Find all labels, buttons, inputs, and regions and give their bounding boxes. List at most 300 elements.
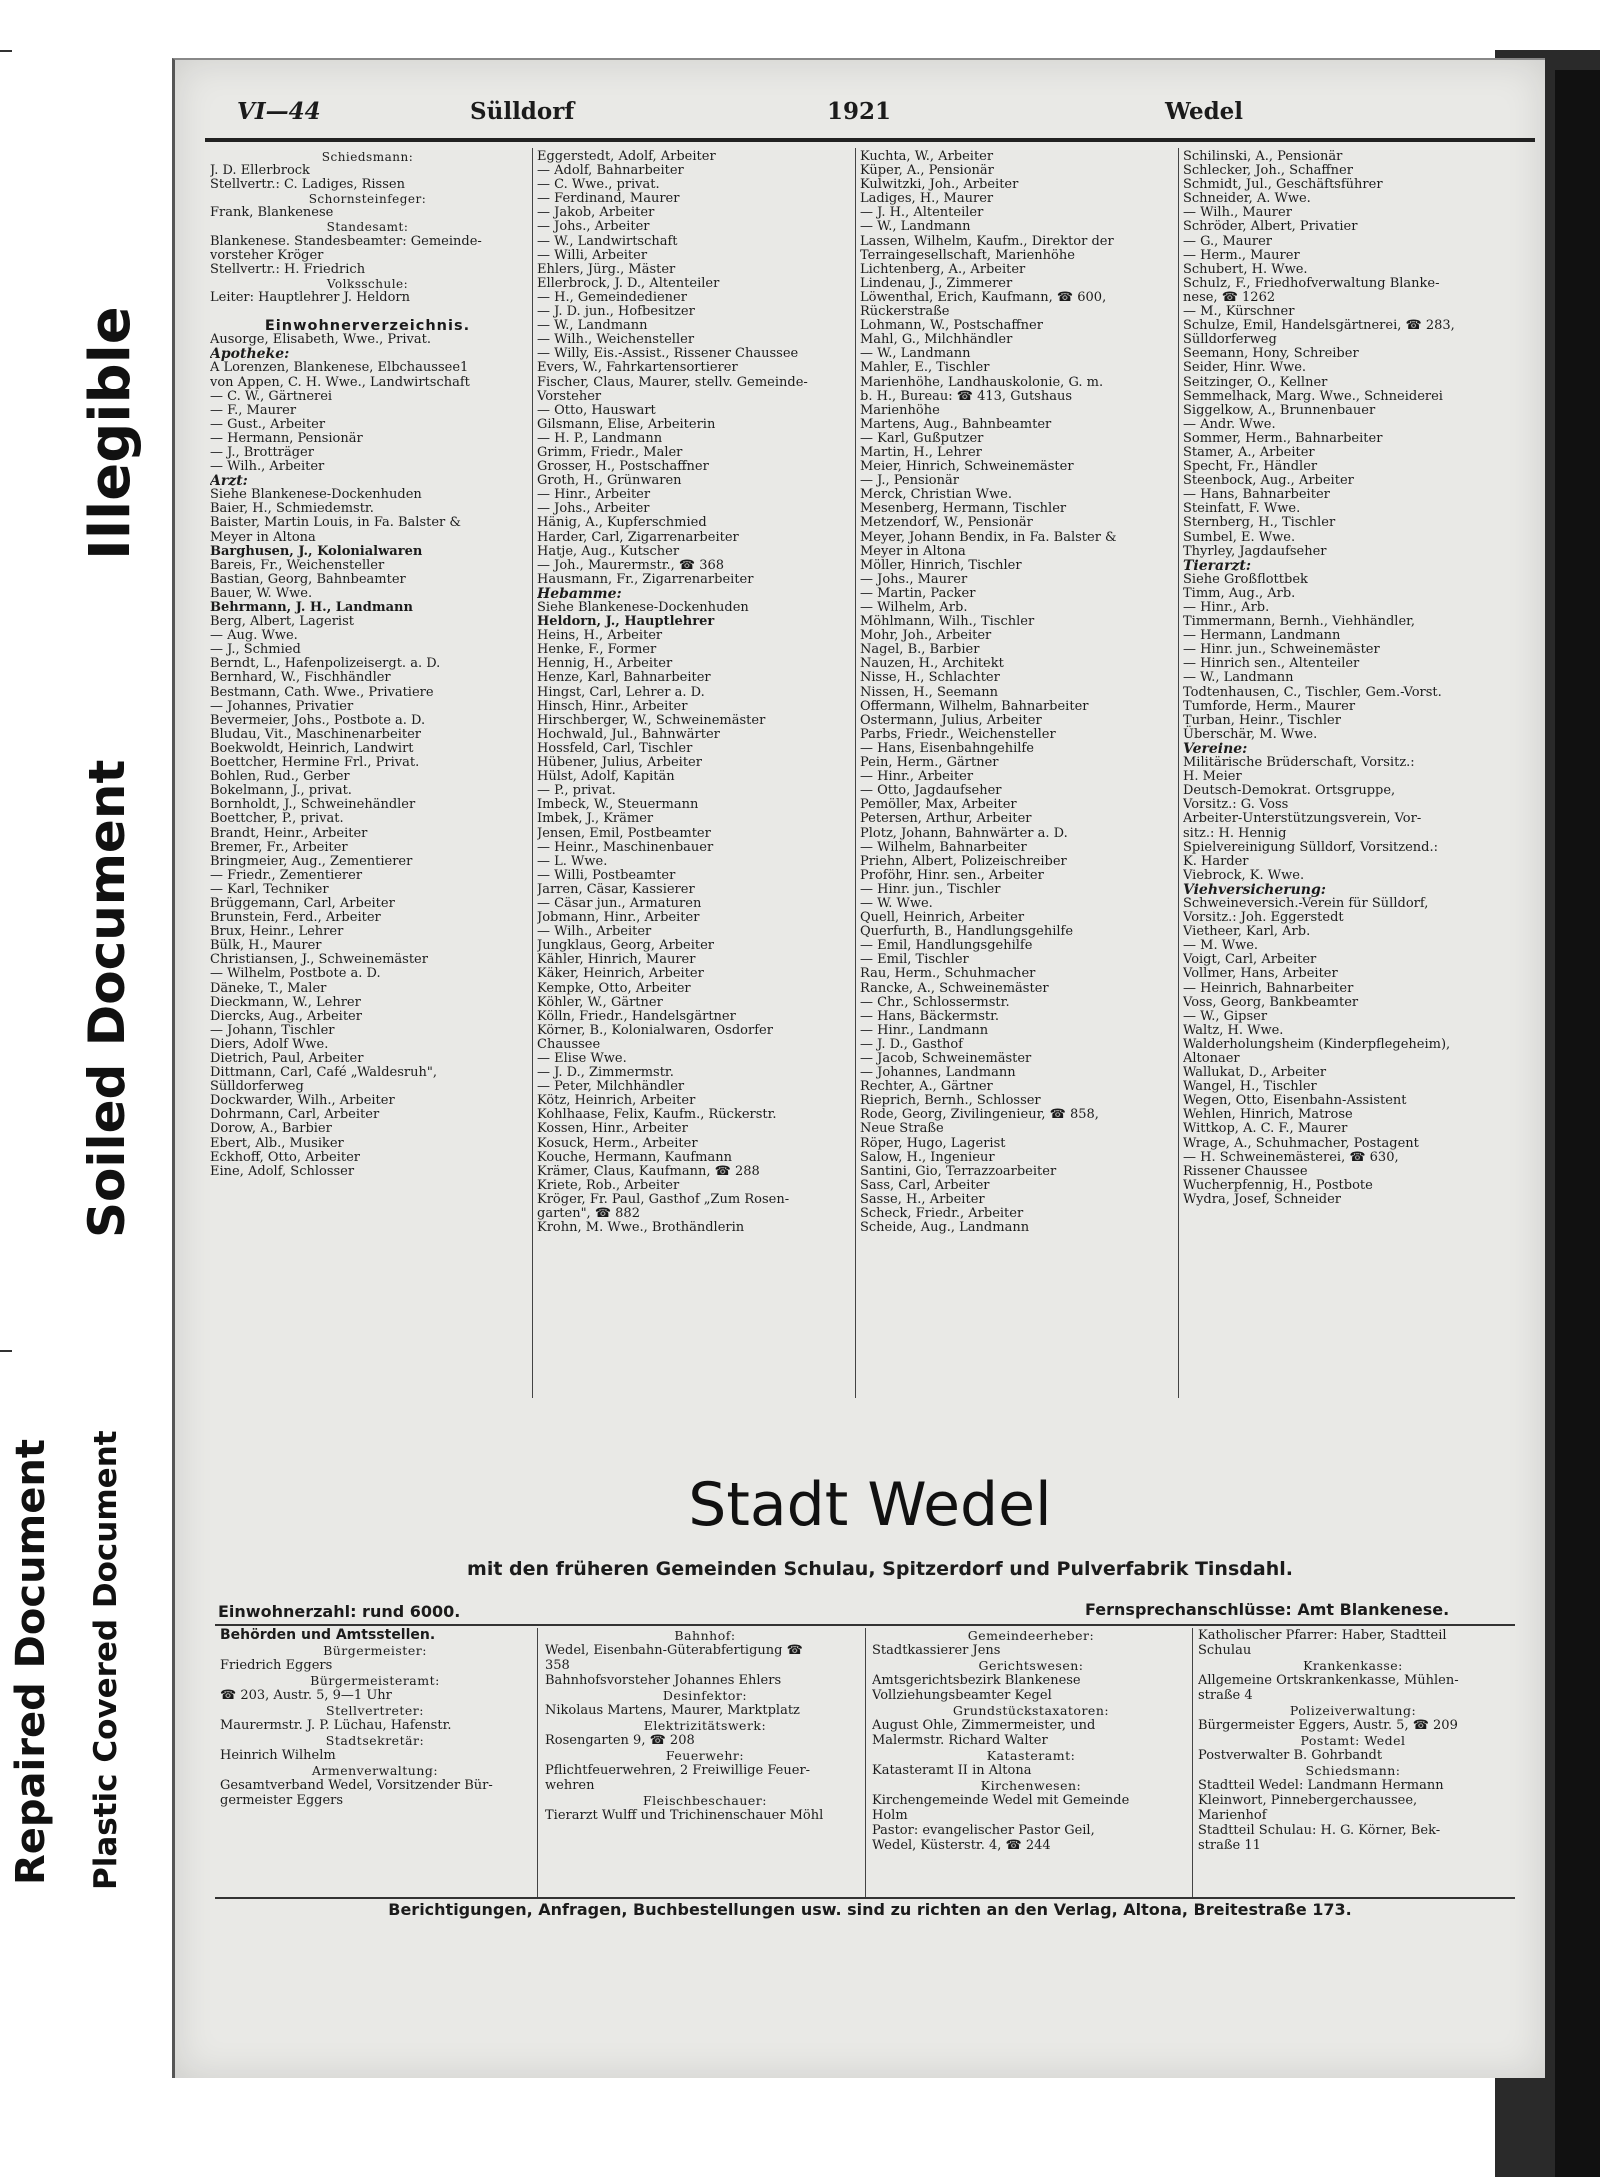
directory-entry: 358: [545, 1658, 570, 1673]
directory-entry: Rau, Herm., Schuhmacher: [860, 966, 1036, 982]
directory-entry: Bürgermeister Eggers, Austr. 5, ☎ 209: [1198, 1718, 1458, 1733]
directory-entry: — Aug. Wwe.: [210, 628, 298, 644]
directory-entry: Jarren, Cäsar, Kassierer: [537, 881, 695, 897]
directory-entry: — Johannes, Privatier: [210, 698, 354, 714]
directory-entry: Meyer in Altona: [210, 529, 316, 545]
directory-entry: — Hinr., Landmann: [860, 1022, 989, 1038]
directory-column-4: [1183, 150, 1505, 1207]
directory-entry: Käker, Heinrich, Arbeiter: [537, 966, 704, 982]
directory-entry: Blankenese. Standesbeamter: Gemeinde-: [210, 233, 482, 249]
directory-entry: Bludau, Vit., Maschinenarbeiter: [210, 726, 421, 742]
directory-entry: Bornholdt, J., Schweinehändler: [210, 797, 416, 813]
directory-entry: Dockwarder, Wilh., Arbeiter: [210, 1093, 395, 1109]
directory-entry: Kossen, Hinr., Arbeiter: [537, 1121, 688, 1137]
directory-entry: Hübener, Julius, Arbeiter: [537, 755, 702, 771]
directory-entry: Ausorge, Elisabeth, Wwe., Privat.: [210, 332, 432, 348]
directory-entry: Wrage, A., Schuhmacher, Postagent: [1183, 1135, 1419, 1151]
section-heading: Gemeindeerheber:: [967, 1628, 1095, 1643]
section-heading: Standesamt:: [326, 220, 409, 235]
section-heading: Feuerwehr:: [665, 1748, 745, 1763]
directory-entry: Sülldorferweg: [1183, 332, 1277, 348]
directory-entry: wehren: [545, 1778, 595, 1793]
directory-entry: Kouche, Hermann, Kaufmann: [537, 1149, 732, 1165]
directory-entry: Evers, W., Fahrkartensortierer: [537, 360, 738, 376]
section-heading: Einwohnerverzeichnis.: [264, 318, 471, 335]
directory-entry: Boettcher, Hermine Frl., Privat.: [210, 755, 420, 771]
directory-entry: Rückerstraße: [860, 304, 950, 320]
directory-entry: Krohn, M. Wwe., Brothändlerin: [537, 1220, 745, 1236]
directory-entry: Seitzinger, O., Kellner: [1183, 374, 1328, 390]
directory-entry: Bokelmann, J., privat.: [210, 783, 352, 799]
directory-entry: Röper, Hugo, Lagerist: [860, 1135, 1006, 1151]
directory-entry: — J. D., Gasthof: [860, 1036, 963, 1052]
directory-entry: Katasteramt II in Altona: [872, 1763, 1032, 1778]
directory-entry: nese, ☎ 1262: [1183, 289, 1276, 305]
column-divider: [537, 1628, 538, 1898]
column-divider: [1178, 148, 1179, 1398]
directory-entry: Lichtenberg, A., Arbeiter: [860, 261, 1026, 277]
directory-entry: [210, 305, 525, 319]
directory-entry: Marienhöhe: [860, 402, 940, 418]
directory-entry: — Willi, Postbeamter: [537, 867, 676, 883]
header-right-place: Wedel: [1165, 98, 1244, 125]
directory-entry: Rechter, A., Gärtner: [860, 1079, 993, 1095]
directory-entry: Holm: [872, 1808, 908, 1823]
directory-entry: Stadtteil Wedel: Landmann Hermann: [1198, 1778, 1444, 1793]
directory-entry: Scheck, Friedr., Arbeiter: [860, 1206, 1024, 1222]
directory-entry: Bremer, Fr., Arbeiter: [210, 839, 348, 855]
directory-entry: Groth, H., Grünwaren: [537, 473, 682, 489]
directory-entry: — J., Brotträger: [210, 444, 314, 460]
directory-entry: Altonaer: [1183, 1051, 1240, 1066]
directory-entry: Däneke, T., Maler: [210, 980, 327, 996]
directory-column-3: [860, 150, 1178, 1235]
directory-entry: Turban, Heinr., Tischler: [1183, 712, 1341, 728]
section-heading: Viehversicherung:: [1183, 881, 1326, 898]
directory-entry: Fischer, Claus, Maurer, stellv. Gemeinde-: [537, 374, 808, 390]
directory-entry: Viebrock, K. Wwe.: [1183, 867, 1305, 883]
directory-entry: Barghusen, J., Kolonialwaren: [210, 543, 423, 559]
directory-entry: Imbek, J., Krämer: [537, 811, 654, 827]
directory-entry: — Heinr., Maschinenbauer: [537, 839, 714, 855]
directory-entry: — J., Pensionär: [860, 473, 959, 489]
directory-entry: Jobmann, Hinr., Arbeiter: [537, 910, 700, 926]
directory-entry: Meier, Hinrich, Schweinemäster: [860, 459, 1074, 475]
directory-entry: Pastor: evangelischer Pastor Geil,: [872, 1823, 1095, 1838]
section-heading: Stadtsekretär:: [325, 1733, 425, 1748]
directory-entry: Malermstr. Richard Walter: [872, 1733, 1048, 1748]
directory-entry: — Wilh., Arbeiter: [537, 924, 652, 940]
authorities-column-3: [872, 1628, 1190, 1853]
directory-entry: Ehlers, Jürg., Mäster: [537, 261, 676, 277]
directory-entry: Sass, Carl, Arbeiter: [860, 1177, 990, 1193]
directory-entry: Bringmeier, Aug., Zementierer: [210, 853, 413, 869]
directory-entry: H. Meier: [1183, 769, 1242, 785]
directory-entry: — W., Landmann: [537, 318, 648, 334]
directory-entry: Waltz, H. Wwe.: [1183, 1022, 1284, 1038]
directory-entry: Diercks, Aug., Arbeiter: [210, 1008, 362, 1024]
column-divider: [532, 148, 533, 1398]
directory-entry: Pflichtfeuerwehren, 2 Freiwillige Feuer-: [545, 1763, 811, 1778]
directory-entry: — Karl, Techniker: [210, 881, 329, 897]
directory-entry: — Heinrich, Bahnarbeiter: [1183, 980, 1354, 996]
directory-entry: Christiansen, J., Schweinemäster: [210, 952, 428, 968]
directory-entry: Boekwoldt, Heinrich, Landwirt: [210, 740, 414, 756]
directory-column-2: [537, 150, 849, 1235]
directory-entry: Jensen, Emil, Postbeamter: [537, 825, 711, 841]
directory-entry: Grosser, H., Postschaffner: [537, 459, 709, 475]
directory-entry: Schubert, H. Wwe.: [1183, 261, 1308, 277]
directory-entry: Kleinwort, Pinnebergerchaussee,: [1198, 1793, 1418, 1808]
authorities-column-4: [1198, 1628, 1508, 1853]
directory-entry: Imbeck, W., Steuermann: [537, 797, 699, 813]
directory-entry: Wucherpfennig, H., Postbote: [1183, 1177, 1373, 1193]
directory-entry: Siggelkow, A., Brunnenbauer: [1183, 402, 1376, 418]
directory-entry: — J. D., Zimmermstr.: [537, 1065, 674, 1081]
directory-entry: — Jakob, Arbeiter: [537, 205, 655, 221]
directory-entry: J. D. Ellerbrock: [210, 163, 310, 179]
directory-entry: Vorsitz.: G. Voss: [1183, 797, 1289, 813]
directory-entry: Merck, Christian Wwe.: [860, 487, 1012, 503]
directory-entry: Hochwald, Jul., Bahnwärter: [537, 726, 720, 742]
directory-entry: Schröder, Albert, Privatier: [1183, 219, 1358, 235]
directory-entry: Vorsteher: [537, 388, 602, 404]
directory-entry: Grimm, Friedr., Maler: [537, 444, 683, 460]
directory-entry: — Hans, Eisenbahngehilfe: [860, 740, 1034, 756]
directory-entry: Berndt, L., Hafenpolizeisergt. a. D.: [210, 656, 441, 672]
directory-entry: Salow, H., Ingenieur: [860, 1149, 995, 1165]
directory-entry: Vorsitz.: Joh. Eggerstedt: [1183, 910, 1344, 926]
directory-entry: Marienhöhe, Landhauskolonie, G. m.: [860, 374, 1104, 390]
directory-entry: Maurermstr. J. P. Lüchau, Hafenstr.: [220, 1718, 452, 1733]
directory-entry: Rosengarten 9, ☎ 208: [545, 1733, 695, 1748]
directory-entry: Katholischer Pfarrer: Haber, Stadtteil: [1198, 1628, 1447, 1643]
town-subtitle: mit den früheren Gemeinden Schulau, Spitzerdorf und Pulverfabrik Tinsdahl.: [467, 1558, 1293, 1580]
directory-entry: Boettcher, P., privat.: [210, 811, 344, 827]
directory-entry: — Hinr., Arb.: [1183, 600, 1270, 615]
directory-entry: Rode, Georg, Zivilingenieur, ☎ 858,: [860, 1107, 1099, 1123]
section-heading: Armenverwaltung:: [311, 1763, 439, 1778]
directory-entry: — Herm., Maurer: [1183, 247, 1300, 263]
directory-entry: Hirschberger, W., Schweinemäster: [537, 712, 766, 728]
directory-entry: — M., Kürschner: [1183, 304, 1295, 320]
plastic-covered-label: Plastic Covered Document: [88, 1430, 124, 1890]
directory-entry: — Wilhelm, Arb.: [860, 600, 968, 615]
directory-entry: Kölln, Friedr., Handelsgärtner: [537, 1008, 736, 1024]
directory-entry: — Emil, Tischler: [860, 952, 969, 968]
directory-entry: Voigt, Carl, Arbeiter: [1183, 952, 1317, 968]
directory-entry: Kempke, Otto, Arbeiter: [537, 980, 691, 996]
directory-entry: Todtenhausen, C., Tischler, Gem.-Vorst.: [1183, 684, 1442, 700]
directory-entry: — Cäsar jun., Armaturen: [537, 895, 702, 911]
directory-entry: Hinsch, Hinr., Arbeiter: [537, 698, 688, 714]
repaired-document-label: Repaired Document: [8, 1439, 54, 1885]
directory-entry: Heldorn, J., Hauptlehrer: [537, 614, 715, 630]
authorities-column-1: [220, 1628, 530, 1808]
directory-entry: Stamer, A., Arbeiter: [1183, 444, 1315, 460]
scan-edge-dark: [1555, 70, 1600, 2177]
directory-entry: sitz.: H. Hennig: [1183, 825, 1287, 841]
directory-entry: Brunstein, Ferd., Arbeiter: [210, 910, 381, 926]
section-heading: Hebamme:: [537, 585, 622, 602]
directory-entry: Offermann, Wilhelm, Bahnarbeiter: [860, 698, 1089, 714]
directory-entry: Mohr, Joh., Arbeiter: [860, 628, 992, 644]
directory-entry: K. Harder: [1183, 853, 1249, 869]
directory-entry: Überschär, M. Wwe.: [1183, 726, 1318, 742]
directory-entry: Bastian, Georg, Bahnbeamter: [210, 571, 406, 587]
directory-entry: Baister, Martin Louis, in Fa. Balster &: [210, 515, 461, 531]
directory-entry: Kulwitzki, Joh., Arbeiter: [860, 177, 1019, 193]
directory-entry: Kriete, Rob., Arbeiter: [537, 1177, 680, 1193]
directory-entry: Neue Straße: [860, 1121, 944, 1137]
section-heading: Apotheke:: [210, 346, 290, 363]
directory-entry: Behrmann, J. H., Landmann: [210, 600, 413, 615]
directory-entry: A Lorenzen, Blankenese, Elbchaussee1: [210, 360, 469, 376]
directory-entry: Tumforde, Herm., Maurer: [1183, 698, 1356, 714]
publisher-notice: Berichtigungen, Anfragen, Buchbestellungen usw. sind zu richten an den Verlag, Altona, Breitestraße 173.: [388, 1900, 1352, 1919]
directory-entry: — J., Schmied: [210, 642, 301, 658]
directory-entry: Brux, Heinr., Lehrer: [210, 924, 344, 940]
directory-entry: Bestmann, Cath. Wwe., Privatiere: [210, 684, 434, 700]
directory-entry: Mahl, G., Milchhändler: [860, 332, 1013, 348]
directory-entry: Löwenthal, Erich, Kaufmann, ☎ 600,: [860, 289, 1107, 305]
directory-entry: — Johannes, Landmann: [860, 1065, 1016, 1081]
phone-exchange: Fernsprechanschlüsse: Amt Blankenese.: [1085, 1600, 1450, 1619]
directory-entry: — Adolf, Bahnarbeiter: [537, 163, 684, 179]
directory-entry: Baier, H., Schmiedemstr.: [210, 501, 374, 517]
directory-entry: Vollziehungsbeamter Kegel: [872, 1688, 1052, 1703]
directory-entry: Kähler, Hinrich, Maurer: [537, 952, 696, 968]
directory-entry: Nauzen, H., Architekt: [860, 656, 1004, 672]
directory-entry: Hossfeld, Carl, Tischler: [537, 740, 693, 756]
directory-entry: Bareis, Fr., Weichensteller: [210, 557, 385, 573]
directory-entry: — Wilh., Weichensteller: [537, 332, 695, 348]
directory-entry: Kosuck, Herm., Arbeiter: [537, 1135, 698, 1151]
directory-entry: Eggerstedt, Adolf, Arbeiter: [537, 150, 716, 164]
section-heading: Schiedsmann:: [1305, 1763, 1401, 1778]
directory-entry: von Appen, C. H. Wwe., Landwirtschaft: [210, 374, 470, 390]
directory-entry: Nagel, B., Barbier: [860, 642, 980, 658]
directory-entry: Ebert, Alb., Musiker: [210, 1135, 344, 1151]
section-heading: Vereine:: [1183, 740, 1248, 757]
directory-entry: Priehn, Albert, Polizeischreiber: [860, 853, 1067, 869]
directory-entry: — Johs., Arbeiter: [537, 219, 650, 235]
directory-entry: Schilinski, A., Pensionär: [1183, 150, 1343, 164]
directory-entry: Hennig, H., Arbeiter: [537, 656, 673, 672]
column-divider: [1192, 1628, 1193, 1898]
directory-entry: Sternberg, H., Tischler: [1183, 515, 1336, 531]
directory-entry: Friedrich Eggers: [220, 1658, 333, 1673]
directory-entry: Seider, Hinr. Wwe.: [1183, 360, 1307, 376]
directory-entry: straße 4: [1198, 1688, 1253, 1703]
directory-entry: Kuchta, W., Arbeiter: [860, 150, 994, 164]
authorities-column-2: [545, 1628, 865, 1823]
directory-entry: — F., Maurer: [210, 402, 297, 418]
directory-entry: Hatje, Aug., Kutscher: [537, 543, 680, 559]
directory-entry: Brandt, Heinr., Arbeiter: [210, 825, 368, 841]
directory-entry: Semmelhack, Marg. Wwe., Schneiderei: [1183, 388, 1443, 404]
directory-entry: b. H., Bureau: ☎ 413, Gutshaus: [860, 388, 1073, 404]
directory-entry: — Wilhelm, Bahnarbeiter: [860, 839, 1027, 855]
directory-entry: Wydra, Josef, Schneider: [1183, 1191, 1341, 1207]
directory-entry: Frank, Blankenese: [210, 205, 334, 221]
directory-entry: Vietheer, Karl, Arb.: [1183, 924, 1311, 940]
directory-entry: Santini, Gio, Terrazzoarbeiter: [860, 1163, 1057, 1179]
directory-entry: Nisse, H., Schlachter: [860, 670, 1000, 686]
directory-entry: Bauer, W. Wwe.: [210, 585, 313, 601]
directory-entry: Heinrich Wilhelm: [220, 1748, 336, 1763]
directory-entry: Meyer, Johann Bendix, in Fa. Balster &: [860, 529, 1117, 545]
directory-entry: Spielvereinigung Sülldorf, Vorsitzend.:: [1183, 839, 1438, 855]
directory-entry: Marienhof: [1198, 1808, 1267, 1823]
directory-entry: Hülst, Adolf, Kapitän: [537, 769, 675, 785]
directory-entry: August Ohle, Zimmermeister, und: [872, 1718, 1096, 1733]
directory-entry: Querfurth, B., Handlungsgehilfe: [860, 924, 1074, 940]
directory-entry: Walderholungsheim (Kinderpflegeheim),: [1183, 1036, 1451, 1052]
directory-entry: — Otto, Jagdaufseher: [860, 783, 1002, 799]
directory-entry: — W., Landmann: [860, 346, 971, 362]
directory-entry: — Hinr. jun., Schweinemäster: [1183, 642, 1380, 658]
directory-entry: Kirchengemeinde Wedel mit Gemeinde: [872, 1793, 1130, 1808]
directory-entry: Metzendorf, W., Pensionär: [860, 515, 1033, 531]
directory-entry: Dieckmann, W., Lehrer: [210, 994, 361, 1010]
directory-entry: Siehe Großflottbek: [1183, 571, 1308, 587]
directory-entry: Bülk, H., Maurer: [210, 938, 322, 954]
directory-entry: — Wilhelm, Postbote a. D.: [210, 966, 381, 982]
section-heading: Bürgermeisteramt:: [310, 1673, 440, 1688]
page-number: VI—44: [237, 98, 321, 125]
directory-entry: Amtsgerichtsbezirk Blankenese: [872, 1673, 1081, 1688]
directory-entry: — Martin, Packer: [860, 585, 976, 601]
directory-entry: — Johs., Arbeiter: [537, 501, 650, 517]
directory-entry: Kröger, Fr. Paul, Gasthof „Zum Rosen-: [537, 1191, 790, 1207]
directory-entry: — W., Gipser: [1183, 1008, 1268, 1024]
section-heading: Postamt: Wedel: [1300, 1733, 1406, 1748]
directory-entry: Brüggemann, Carl, Arbeiter: [210, 895, 395, 911]
directory-entry: — Hinr., Arbeiter: [860, 769, 974, 785]
section-heading: Elektrizitätswerk:: [643, 1718, 767, 1733]
directory-entry: Möller, Hinrich, Tischler: [860, 557, 1022, 573]
directory-entry: Sasse, H., Arbeiter: [860, 1191, 985, 1207]
directory-entry: — Hans, Bäckermstr.: [860, 1008, 1000, 1024]
directory-entry: Bernhard, W., Fischhändler: [210, 670, 391, 686]
directory-entry: Kötz, Heinrich, Arbeiter: [537, 1093, 696, 1109]
directory-entry: — M. Wwe.: [1183, 938, 1259, 954]
directory-entry: Timm, Aug., Arb.: [1183, 585, 1296, 601]
directory-entry: Specht, Fr., Händler: [1183, 459, 1318, 475]
directory-entry: Parbs, Friedr., Weichensteller: [860, 726, 1056, 742]
directory-entry: garten", ☎ 882: [537, 1206, 640, 1222]
directory-entry: Schulz, F., Friedhofverwaltung Blanke-: [1183, 275, 1440, 291]
directory-entry: Hausmann, Fr., Zigarrenarbeiter: [537, 571, 754, 587]
directory-entry: Wittkop, A. C. F., Maurer: [1183, 1121, 1348, 1137]
footer-rule: [215, 1897, 1515, 1899]
directory-entry: Stellvertr.: C. Ladiges, Rissen: [210, 177, 405, 193]
directory-entry: Arbeiter-Unterstützungsverein, Vor-: [1183, 811, 1422, 827]
directory-entry: Diers, Adolf Wwe.: [210, 1036, 329, 1052]
directory-entry: Chaussee: [537, 1036, 601, 1052]
directory-entry: Proföhr, Hinr. sen., Arbeiter: [860, 867, 1044, 883]
directory-entry: Nikolaus Martens, Maurer, Marktplatz: [545, 1703, 800, 1718]
directory-entry: Deutsch-Demokrat. Ortsgruppe,: [1183, 783, 1396, 799]
directory-entry: — Johs., Maurer: [860, 571, 968, 587]
directory-entry: Terraingesellschaft, Marienhöhe: [860, 247, 1075, 263]
section-heading: Tierarzt:: [1183, 557, 1252, 574]
directory-entry: — Wilh., Arbeiter: [210, 459, 325, 475]
directory-entry: Vollmer, Hans, Arbeiter: [1183, 966, 1338, 982]
directory-entry: Köhler, W., Gärtner: [537, 994, 663, 1010]
directory-entry: Mesenberg, Hermann, Tischler: [860, 501, 1067, 517]
directory-entry: Voss, Georg, Bankbeamter: [1183, 994, 1359, 1010]
directory-entry: Lindenau, J., Zimmerer: [860, 275, 1013, 291]
directory-entry: — Willy, Eis.-Assist., Rissener Chaussee: [537, 346, 799, 362]
directory-entry: — H. Schweinemästerei, ☎ 630,: [1183, 1149, 1399, 1165]
directory-entry: Militärische Brüderschaft, Vorsitz.:: [1183, 755, 1415, 771]
section-heading: Grundstückstaxatoren:: [952, 1703, 1110, 1718]
header-year: 1921: [827, 98, 892, 125]
directory-entry: — Jacob, Schweinemäster: [860, 1051, 1032, 1066]
directory-entry: — G., Maurer: [1183, 233, 1273, 249]
directory-entry: Schneider, A. Wwe.: [1183, 191, 1311, 207]
directory-entry: Krämer, Claus, Kaufmann, ☎ 288: [537, 1163, 760, 1179]
header-left-place: Sülldorf: [470, 98, 575, 125]
directory-entry: Kohlhaase, Felix, Kaufm., Rückerstr.: [537, 1107, 777, 1123]
directory-entry: Dittmann, Carl, Café „Waldesruh",: [210, 1065, 437, 1081]
directory-entry: Scheide, Aug., Landmann: [860, 1220, 1030, 1236]
directory-entry: Rancke, A., Schweinemäster: [860, 980, 1049, 996]
section-heading: Katasteramt:: [986, 1748, 1076, 1763]
section-heading: Bürgermeister:: [323, 1643, 427, 1658]
directory-entry: — Gust., Arbeiter: [210, 416, 326, 432]
directory-entry: — Otto, Hauswart: [537, 402, 656, 418]
directory-entry: Meyer in Altona: [860, 543, 966, 559]
directory-entry: Hingst, Carl, Lehrer a. D.: [537, 684, 705, 700]
directory-entry: Wedel, Küsterstr. 4, ☎ 244: [872, 1838, 1051, 1853]
directory-entry: Sommer, Herm., Bahnarbeiter: [1183, 430, 1383, 446]
section-rule: [215, 1624, 1515, 1626]
directory-entry: — Hinrich sen., Altenteiler: [1183, 656, 1360, 672]
directory-entry: — H., Gemeindediener: [537, 289, 687, 305]
directory-entry: Leiter: Hauptlehrer J. Heldorn: [210, 289, 411, 305]
directory-entry: germeister Eggers: [220, 1793, 344, 1808]
directory-entry: vorsteher Kröger: [210, 247, 324, 263]
directory-entry: Wangel, H., Tischler: [1183, 1079, 1317, 1095]
section-heading: Kirchenwesen:: [980, 1778, 1082, 1793]
directory-entry: — J. H., Altenteiler: [860, 205, 984, 221]
directory-entry: — Hermann, Pensionär: [210, 430, 363, 446]
directory-entry: Mahler, E., Tischler: [860, 360, 990, 376]
directory-entry: Rieprich, Bernh., Schlosser: [860, 1093, 1041, 1109]
directory-entry: Eine, Adolf, Schlosser: [210, 1163, 355, 1179]
directory-entry: Bevermeier, Johs., Postbote a. D.: [210, 712, 426, 728]
directory-entry: Wedel, Eisenbahn-Güterabfertigung ☎: [545, 1643, 803, 1658]
directory-entry: — W., Landmann: [860, 219, 971, 235]
directory-entry: — W., Landwirtschaft: [537, 233, 678, 249]
directory-entry: Ostermann, Julius, Arbeiter: [860, 712, 1042, 728]
section-heading: Bahnhof:: [674, 1628, 736, 1643]
directory-entry: — W., Landmann: [1183, 670, 1294, 686]
directory-entry: Hänig, A., Kupferschmied: [537, 515, 707, 531]
directory-entry: — Peter, Milchhändler: [537, 1079, 685, 1095]
header-rule: [205, 138, 1535, 142]
section-heading: Stellvertreter:: [326, 1703, 424, 1718]
column-divider: [855, 148, 856, 1398]
directory-entry: — Hans, Bahnarbeiter: [1183, 487, 1330, 503]
illegible-label: Illegible: [78, 306, 143, 560]
section-heading: Desinfektor:: [662, 1688, 748, 1703]
margin-tick: [0, 50, 12, 52]
directory-entry: — Hinr. jun., Tischler: [860, 881, 1001, 897]
